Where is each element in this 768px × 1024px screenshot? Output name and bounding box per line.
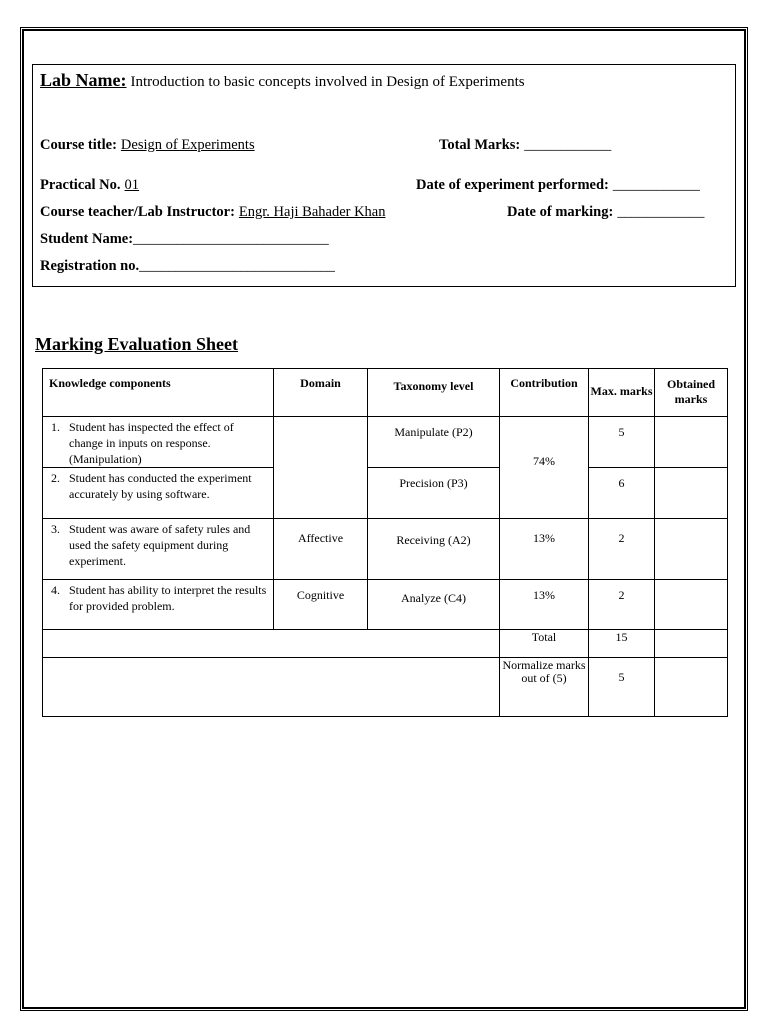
- col-max-marks: Max. marks: [589, 369, 655, 417]
- row-1-max: 5: [589, 417, 655, 468]
- total-row: [43, 630, 728, 658]
- registration-row: [40, 257, 335, 275]
- table-row: [43, 519, 728, 580]
- col-contribution: Contribution: [500, 369, 589, 417]
- normalize-max: 5: [589, 658, 655, 717]
- table-row: [43, 468, 728, 519]
- row-3-max: 2: [589, 519, 655, 580]
- row-1-text: Student has inspected the effect of change in inputs on response. (Manipulation): [69, 420, 234, 466]
- student-name-blank[interactable]: ___________________________: [133, 231, 329, 247]
- course-title-row: [40, 136, 255, 154]
- table-row: [43, 417, 728, 468]
- row-2-num: 2.: [51, 471, 60, 485]
- row-3-contribution: 13%: [500, 519, 589, 580]
- total-label: Total: [500, 630, 589, 658]
- lab-name-label: Lab Name:: [40, 70, 127, 90]
- row-4-max: 2: [589, 580, 655, 630]
- date-marking-blank[interactable]: ____________: [617, 204, 705, 220]
- teacher-row: [40, 203, 386, 221]
- evaluation-table: [42, 368, 728, 717]
- student-name-row: [40, 230, 329, 248]
- date-performed-row: [416, 176, 700, 194]
- normalize-row: [43, 658, 728, 717]
- row-4-obtained[interactable]: [655, 580, 728, 630]
- date-marking-row: [507, 203, 704, 221]
- row-1-2-domain: [274, 417, 368, 519]
- lab-info-box: [32, 64, 736, 287]
- teacher-label: Course teacher/Lab Instructor:: [40, 204, 235, 220]
- row-2-taxonomy: Precision (P3): [368, 468, 500, 519]
- practical-no-row: [40, 176, 139, 194]
- row-4-component: [43, 580, 274, 630]
- normalize-row-blank: [43, 658, 500, 717]
- row-4-num: 4.: [51, 583, 60, 597]
- row-1-2-contribution: 74%: [500, 417, 589, 519]
- table-row: [43, 580, 728, 630]
- normalize-label: Normalize marks out of (5): [500, 658, 589, 717]
- row-4-contribution: 13%: [500, 580, 589, 630]
- row-3-num: 3.: [51, 522, 60, 536]
- row-2-component: [43, 468, 274, 519]
- row-3-component: [43, 519, 274, 580]
- row-4-domain: Cognitive: [274, 580, 368, 630]
- row-1-obtained[interactable]: [655, 417, 728, 468]
- col-knowledge-components: Knowledge components: [43, 369, 274, 417]
- practical-no-value: 01: [124, 177, 140, 193]
- sheet-title: Marking Evaluation Sheet: [35, 334, 239, 354]
- course-title-value: Design of Experiments: [120, 137, 255, 153]
- row-3-obtained[interactable]: [655, 519, 728, 580]
- row-1-component: [43, 417, 274, 468]
- registration-label: Registration no.: [40, 258, 140, 274]
- teacher-value: Engr. Haji Bahader Khan: [238, 204, 386, 220]
- registration-blank[interactable]: ___________________________: [139, 258, 335, 274]
- lab-name-value: Introduction to basic concepts involved in Design of Experiments: [130, 74, 525, 90]
- col-obtained-marks: Obtained marks: [655, 369, 728, 417]
- date-marking-label: Date of marking:: [507, 204, 614, 220]
- row-3-domain: Affective: [274, 519, 368, 580]
- row-2-obtained[interactable]: [655, 468, 728, 519]
- row-1-num: 1.: [51, 420, 60, 434]
- col-domain: Domain: [274, 369, 368, 417]
- row-2-max: 6: [589, 468, 655, 519]
- row-2-text: Student has conducted the experiment accurately by using software.: [69, 471, 252, 501]
- row-3-taxonomy: Receiving (A2): [368, 519, 500, 580]
- total-marks-label: Total Marks:: [439, 137, 521, 153]
- total-marks-row: [439, 136, 611, 154]
- total-max: 15: [589, 630, 655, 658]
- row-4-taxonomy: Analyze (C4): [368, 580, 500, 630]
- total-marks-blank[interactable]: ____________: [524, 137, 612, 153]
- lab-name-row: [40, 70, 525, 91]
- normalize-obtained[interactable]: [655, 658, 728, 717]
- date-performed-label: Date of experiment performed:: [416, 177, 609, 193]
- table-header-row: [43, 369, 728, 417]
- course-title-label: Course title:: [40, 137, 117, 153]
- date-performed-blank[interactable]: ____________: [612, 177, 700, 193]
- total-row-blank: [43, 630, 500, 658]
- practical-no-label: Practical No.: [40, 177, 121, 193]
- row-3-text: Student was aware of safety rules and used the safety equipment during experiment.: [69, 522, 251, 568]
- row-4-text: Student has ability to interpret the results for provided problem.: [69, 583, 267, 613]
- col-taxonomy-level: Taxonomy level: [368, 369, 500, 417]
- total-obtained[interactable]: [655, 630, 728, 658]
- student-name-label: Student Name:: [40, 231, 134, 247]
- row-1-taxonomy: Manipulate (P2): [368, 417, 500, 468]
